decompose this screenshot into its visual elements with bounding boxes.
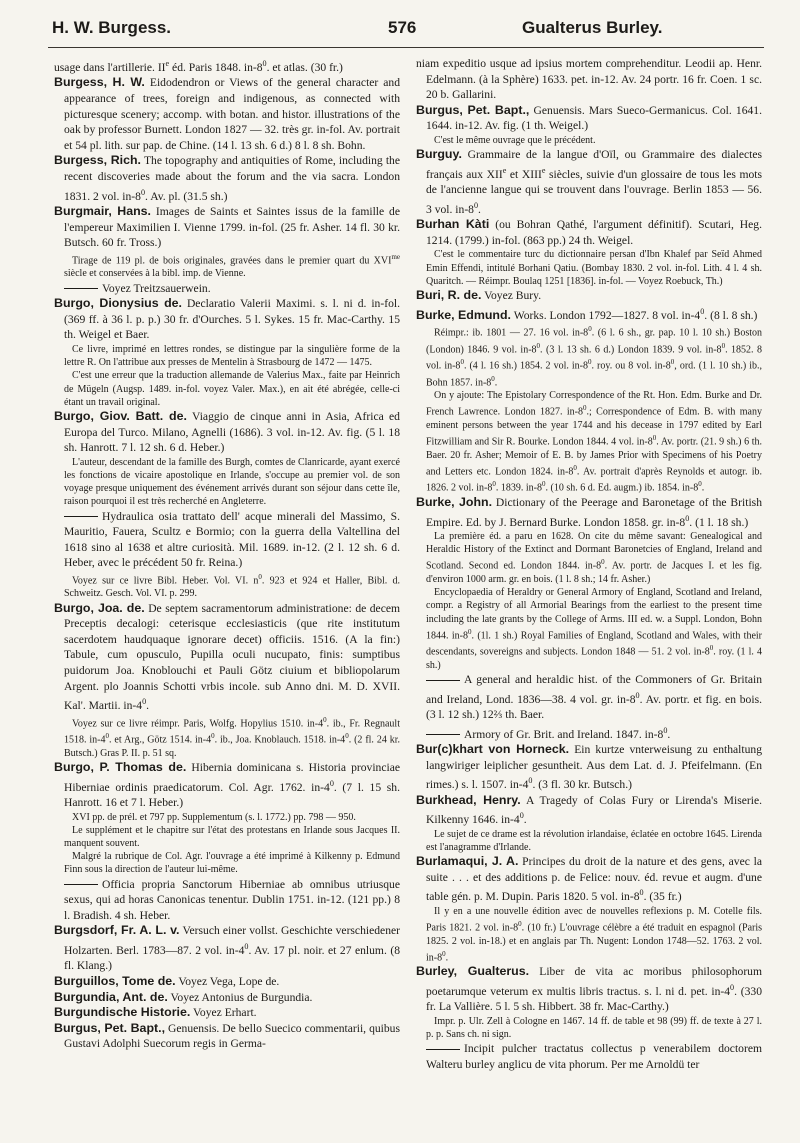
headword: Burgess, Rich. xyxy=(54,153,141,168)
entry: Bur(c)khart von Horneck. Ein kurtze vnterweisung zu enthaltung langwiriger leiplicher gesuntheit. Aus dem Lat. d. J. Pfeifelmann. (En rimes.) s. l. 1507. $in-4^0$. (3 fl. 30 kr. Butsch.) xyxy=(416,742,762,792)
headword: Burgo, Giov. Batt. de. xyxy=(54,408,187,423)
entry: Burgundia, Ant. de. Voyez Antonius de Burgundia. xyxy=(54,989,313,1004)
entry: Burhan Kàti (ou Bohran Qathé, l'argument définitif). Scutari, Heg. 1214. (1799.) in-fol. (863 pp.) 24 th. Weigel. xyxy=(416,217,762,247)
entry: Burgsdorf, Fr. A. L. v. Versuch einer vollst. Geschichte verschiedener Holzarten. Berl. 1783—87. 2 vol. $in-4^0$. Av. 17 pl. noir. et 27 enlum. (8 fl. Klang.) xyxy=(54,923,400,973)
headword: Burlamaqui, J. A. xyxy=(416,854,519,869)
headword: Burley, Gualterus. xyxy=(416,964,530,979)
entry: usage dans l'artillerie. IIe éd. Paris 1848. $in-8^0$. et atlas. (30 fr.) xyxy=(54,59,343,74)
running-header xyxy=(52,18,760,42)
entry: Burgus, Pet. Bapt., Genuensis. Mars Sueco-Germanicus. Col. 1641. 1644. in-12. Av. fig. (1 th. Weigel.) xyxy=(416,102,762,133)
page-number: 576 xyxy=(388,18,417,37)
entry: Incipit pulcher tractatus collectus p venerabilem doctorem Walteru burley anglicu de vita phorum. Per me Arnoldü ter xyxy=(426,1042,762,1071)
entry-note: C'est le même ouvrage que le précédent. xyxy=(434,134,596,146)
entry: Burgo, Dionysius de. Declaratio Valerii Maximi. s. l. ni d. in-fol. (369 ff. à 36 l. p. p.) 30 fr. d'Ourches. 5 l. Sykes. 15 fr. Mac-Carthy. 15 th. Weigel et Baer. xyxy=(54,296,400,342)
headword: Burhan Kàti xyxy=(416,217,490,232)
entry-note: L'auteur, descendant de la famille des Burgh, comtes de Clanricarde, ayant exercé les fonctions de vicaire apostolique en Irlande, s'occupe au premier vol. de son voyage presque uniquement des événement arrivés durant son séjour dans cette île, raison pourquoi il est très recherché en Angleterre. xyxy=(64,456,400,508)
repeat-dash xyxy=(426,734,460,735)
headword: Burgundia, Ant. de. xyxy=(54,989,168,1004)
entry-note: Voyez sur ce livre Bibl. Heber. Vol. VI. $n^0$. 923 et 924 et Haller, Bibl. d. Schweitz. Gesch. Vol. VI. p. 299. xyxy=(64,572,400,600)
entry-note: C'est une erreur que la traduction allemande de Valerius Max., faite par Heinrich de Mügeln (Augsp. 1489. in-fol. voyez Valer. Max.), en ait été abrégée, celle-ci étant un travail original. xyxy=(64,370,400,408)
entry-note: Le supplément et le chapitre sur l'état des protestans en Irlande sous Jacques II. manquent souvent. xyxy=(64,824,400,849)
entry-note: C'est le commentaire turc du dictionnaire persan d'Ibn Khalef par Seïd Ahmed Emin Effendi, intitulé Borhani Qatiu. (Bombay 1830. 2 vol. in-fol. Lith. 4 l. 4 sh. Quaritch. — Réimpr. Boulaq 1251 [1836]. in-fol. — Voyez Roebuck, Th.) xyxy=(426,249,762,287)
entry-note: Voyez sur ce livre réimpr. Paris, Wolfg. Hopylius 1510. $in-4^0$. ib., Fr. Regnault 1518. $in-4^0$. et Arg., Götz 1514. $in-4^0$. ib., Joa. Knoblauch. 1518. $in-4^0$. (2 fl. 24 kr. Butsch.) Gras P. II. p. 51 sq. xyxy=(64,715,401,759)
entry: Burgundische Historie. Voyez Erhart. xyxy=(54,1005,257,1020)
repeat-dash xyxy=(64,288,98,289)
headword: Burgess, H. W. xyxy=(54,75,145,90)
entry-note: Il y en a une nouvelle édition avec de nouvelles reflexions p. M. Cotelle fils. Paris 1821. 2 vol. $in-8^0$. (10 fr.) L'ouvrage célèbre a été traduit en espagnol (Paris 1825. 2 vol. in-18.) et en anglais par Th. Nugent: London 1748—52. 1763. 2 vol. $in-8^0$. xyxy=(426,905,763,964)
entry: Hydraulica osia trattato dell' acque minerali del Massimo, S. Mauritio, Fauera, Scultz e Bormio; con la guerra della Valtellina del 1618 sino al 1638 et altre curiosità. Mil. 1689. in-12. (2 l. 12 sh. 6 d. Heber, avec le précédent 50 fr. Reina.) xyxy=(64,509,400,570)
entry-note: La première éd. a paru en 1628. On cite du même savant: Genealogical and Heraldic History of the Extinct and Dormant Baronetcies of England, Ireland and Scotland. Second ed. London 1844. $in-8^0$. Av. portr. de Jacques I. et les fig. d'environ 1000 arm. gr. en bois. (1 l. 8 sh.; 14 fr. Asher.) xyxy=(426,531,762,585)
entry: Burlamaqui, J. A. Principes du droit de la nature et des gens, avec la suite . . . et des additions p. de Felice: nouv. éd. revue et augm. d'une table gén. p. M. Dupin. Paris 1820. 5 vol. $in-8^0$. (35 fr.) xyxy=(416,854,762,904)
entry: Burgus, Pet. Bapt., Genuensis. De bello Suecico commentarii, quibus Gustavi Adolphi Suecorum regis in Germa- xyxy=(54,1020,400,1051)
headword: Burgus, Pet. Bapt., xyxy=(54,1020,166,1035)
entry: Burgo, Joa. de. De septem sacramentorum administratione: de decem Preceptis decalogi: ceterisque ecclesiasticis (que rite institutum sacerdotem haudquaque ignorare decet) officiis. 1516. (A la fin:) Tabule, cum opusculo, Pupilla oculi nucupato, finis: sumptibus puidorum Joa. Knoblouchi et Pauli Götz ciuium et bibliopolarum Argent. plo Joannis Schotti vrbis incole. sub Anno dni. M. D. XVII. Kal'. Martii. $in-4^0$. xyxy=(54,600,400,713)
repeat-dash xyxy=(426,680,460,681)
header-left: H. W. Burgess. xyxy=(52,18,172,37)
headword: Burgo, Dionysius de. xyxy=(54,296,182,311)
entry-note: Le sujet de ce drame est la révolution irlandaise, éclatée en octobre 1645. Lirenda est l'anagramme d'Irlande. xyxy=(426,828,762,854)
headword: Bur(c)khart von Horneck. xyxy=(416,742,570,757)
headword: Burguy. xyxy=(416,147,462,162)
entry: Burley, Gualterus. Liber de vita ac moribus philosophorum poetarumque veterum ex multis libris tractus. s. l. ni d. pet. $in-4^0$. (330 fr. La Vallière. 5 l. 5 sh. Hibbert. 38 fr. Mac-Carthy.) xyxy=(416,964,762,1014)
entry-note: XVI pp. de prél. et 797 pp. Supplementum (s. l. 1772.) pp. 798 — 950. xyxy=(72,811,356,823)
entry: niam expeditio usque ad ipsius mortem comprehenditur. Leodii ap. Henr. Edelmann. (à la Sphère) 1633. pet. in-12. Av. 24 portr. 16 fr. Coen. 1 sc. 20 b. Gallarini. xyxy=(416,57,762,102)
entry: Burke, John. Dictionary of the Peerage and Baronetage of the British Empire. Ed. by J. Bernard Burke. London 1858. gr. $in-8^0$. (1 l. 18 sh.) xyxy=(416,494,762,529)
entry: Officia propria Sanctorum Hiberniae ab omnibus utriusque sexus, qui ad horas Canonicas tenentur. Dublin 1751. in-12. (121 pp.) 8 l. Bradish. 4 sh. Heber. xyxy=(64,877,400,922)
headword: Burgo, P. Thomas de. xyxy=(54,759,187,774)
entry: Burgmair, Hans. Images de Saints et Saintes issus de la famille de l'empereur Maximilien I. Vienne 1799. in-fol. (25 fr. Asher. 14 fl. 30 kr. Butsch. 60 fr. Tross.) xyxy=(54,204,400,250)
headword: Buri, R. de. xyxy=(416,288,482,303)
header-rule xyxy=(48,47,764,48)
headword: Burgus, Pet. Bapt., xyxy=(416,102,530,117)
headword: Burkhead, Henry. xyxy=(416,792,521,807)
right-column xyxy=(416,56,762,1073)
entry-note: Ce livre, imprimé en lettres rondes, se distingue par la singulière forme de la lettre R. On l'attribue aux presses de Mentelin à Strasbourg de 1472 — 1475. xyxy=(64,343,400,369)
repeat-dash xyxy=(426,1049,460,1050)
entry-note: On y ajoute: The Epistolary Correspondence of the Rt. Hon. Edm. Burke and Dr. French Lawrence. London 1827. $in-8^0$.; Correspondence of Edm. B. with many eminent persons between the year 1744 and his decease in 1797 edited by Earl Fitzwilliam and Sir R. Bourke. London 1844. 4 vol. $in-8^0$. Av. portr. (21. 9 sh.) 6 th. Baer. 20 fr. Asher; Memoir of E. B. by James Prior with Specimens of his Poetry and Letters etc. London 1824. $in-8^0$. Av. portrait d'après Reynolds et autogr. ib. 1826. 2 vol. $in-8^0$. 1839. $in-8^0$. (10 sh. 6 d. Ed. augm.) ib. 1854. $in-8^0$. xyxy=(426,390,762,494)
entry-note: Impr. p. Ulr. Zell à Cologne en 1467. 14 ff. de table et 98 (99) ff. de texte à 27 l. p. p. Sans ch. ni sign. xyxy=(426,1015,762,1041)
entry: Burgo, Giov. Batt. de. Viaggio de cinque anni in Asia, Africa ed Europa del Turco. Milano, Agnelli (1686). 3 vol. in-12. Av. fig. (5 l. 18 sh. Hanrott. 7 l. 12 sh. 6 d. Heber.) xyxy=(54,408,400,455)
headword: Burguillos, Tome de. xyxy=(54,974,176,989)
repeat-dash xyxy=(64,516,98,517)
repeat-dash xyxy=(64,884,98,885)
entry-note: Tirage de 119 pl. de bois originales, gravées dans le premier quart du $XVI^{me}$ siècle et conservées à la bibl. imp. de Vienne. xyxy=(64,252,400,280)
header-right: Gualterus Burley. xyxy=(522,18,663,37)
headword: Burgmair, Hans. xyxy=(54,204,151,219)
headword: Burgundische Historie. xyxy=(54,1005,191,1020)
entry-note: Réimpr.: ib. 1801 — 27. 16 vol. $in-8^0$. (6 l. 6 sh., gr. pap. 10 l. 10 sh.) Boston (London) 1846. 9 vol. $in-8^0$. (3 l. 13 sh. 6 d.) London 1839. 9 vol. $in-8^0$. 1852. 8 vol. $in-8^0$. (4 l. 16 sh.) 1854. 2 vol. $in-8^0$. roy. ou 8 vol. $in-8^0$, ord. (1 l. 10 sh.) ib., Bohn 1857. $in-8^0$. xyxy=(426,325,763,389)
entry: Armory of Gr. Brit. and Ireland. 1847. $in-8^0$. xyxy=(416,723,762,742)
entry: Burgess, Rich. The topography and antiquities of Rome, including the recent discoveries made about the forum and the via sacra. London 1831. 2 vol. $in-8^0$. Av. pl. (31.5 sh.) xyxy=(54,153,400,203)
entry: Burgo, P. Thomas de. Hibernia dominicana s. Historia provinciae Hiberniae ordinis praedicatorum. Col. Agr. 1762. $in-4^0$. (7 l. 15 sh. Hanrott. 16 et 7 l. Heber.) xyxy=(54,759,401,809)
headword: Burgo, Joa. de. xyxy=(54,600,145,615)
entry: Burguy. Grammaire de la langue d'Oïl, ou Grammaire des dialectes français aux XIIe et XIIIe siècles, suivie d'un glossaire de tous les mots de l'ancienne langue qui se trouvent dans l'ouvrage. Berlin 1853 — 56. 3 vol. $in-8^0$. xyxy=(416,147,762,216)
entry-note: Malgré la rubrique de Col. Agr. l'ouvrage a été imprimé à Kilkenny p. Edmund Finn sous la direction de l'auteur lui-même. xyxy=(64,851,400,876)
entry: Burkhead, Henry. A Tragedy of Colas Fury or Lirenda's Miserie. Kilkenny 1646. $in-4^0$. xyxy=(416,792,762,827)
entry: Burke, Edmund. Works. London 1792—1827. 8 vol. $in-4^0$. (8 l. 8 sh.) xyxy=(416,306,758,322)
headword: Burke, Edmund. xyxy=(416,307,512,322)
entry: Voyez Treitzsauerwein. xyxy=(54,281,400,297)
headword: Burgsdorf, Fr. A. L. v. xyxy=(54,923,180,938)
entry: Buri, R. de. Voyez Bury. xyxy=(416,288,542,303)
entry-note: Encyclopaedia of Heraldry or General Armory of England, Scotland and Ireland, compr. a Registry of all Armorial Bearings from the earliest to the present time including the late grants by the College of Arms. III ed. w. a Suppl. London, Bohn 1844. $in-8^0$. (1l. 1 sh.) Royal Families of England, Scotland and Wales, with their descendants, sovereigns and subjects. London 1848 — 51. 2 vol. $in-8^0$. roy. (1 l. 4 sh.) xyxy=(426,587,763,671)
headword: Burke, John. xyxy=(416,494,493,509)
entry: Burgess, H. W. Eidodendron or Views of the general character and appearance of trees, foreign and indigenous, as connected with picturesque scenery; accomp. with botan. and histor. illustrations of the oak by professor Burnett. London 1827 — 32. très gr. in-fol. Av. portrait et 54 pl. lith. sur pap. de Chine. (14 l. 13 sh. 6 d.) 8 l. 8 sh. Bohn. xyxy=(54,75,400,152)
entry: Burguillos, Tome de. Voyez Vega, Lope de. xyxy=(54,974,280,989)
entry: A general and heraldic hist. of the Commoners of Gr. Britain and Ireland, Lond. 1836—38. 4 vol. gr. $in-8^0$. Av. portr. et fig. en bois. (3 l. 12 sh.) 12⅔ th. Baer. xyxy=(426,673,762,722)
left-column xyxy=(54,56,400,1052)
